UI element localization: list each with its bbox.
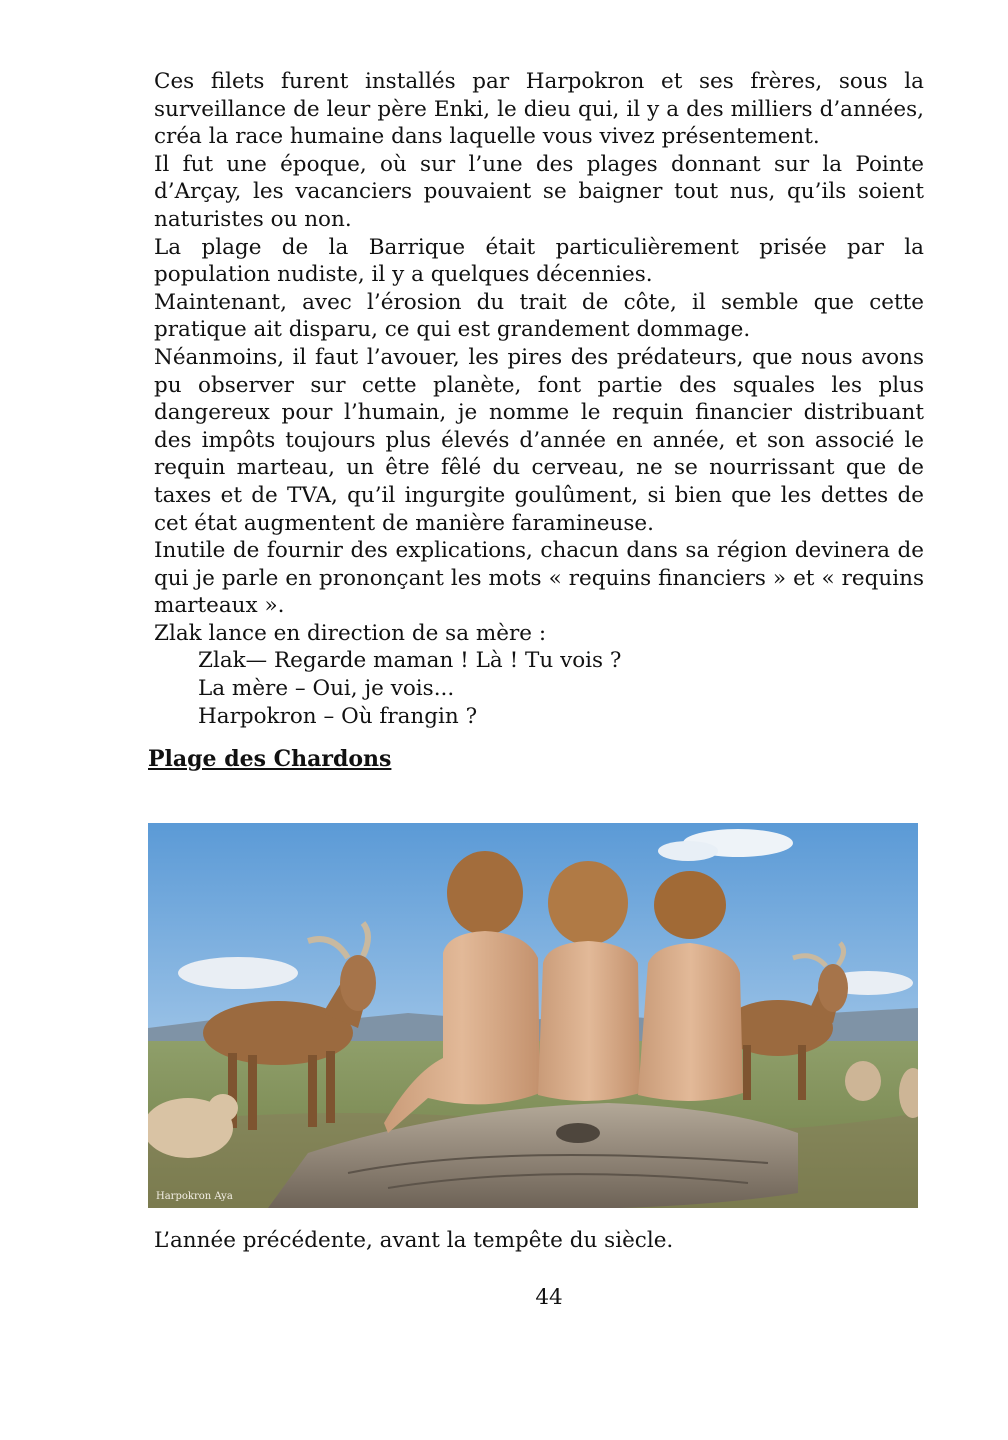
dialogue-line-harpokron: Harpokron – Où frangin ? [198,703,478,729]
paragraph-2: Il fut une époque, où sur l’une des plages donnant sur la Pointe d’Arçay, les vacanciers pouvaient se baigner tout nus, qu’ils soient naturistes ou non. [154,151,924,232]
section-heading: Plage des Chardons [148,746,392,772]
body-text [154,68,924,730]
paragraph-6: Inutile de fournir des explications, chacun dans sa région devinera de qui je parle en prononçant les mots « requins financiers » et « requins marteaux ». [154,538,924,619]
photo-credit: Harpokron Aya [156,1191,233,1202]
photo-scene [148,823,918,1208]
illustration-photo [148,823,918,1208]
page-number: 44 [535,1285,563,1310]
paragraph-3: La plage de la Barrique était particulièrement prisée par la population nudiste, il y a quelques décennies. [154,234,924,288]
dialogue-line-mother: La mère – Oui, je vois... [198,676,455,702]
paragraph-7: Zlak lance en direction de sa mère : [154,620,547,646]
dialogue-block [154,647,924,730]
dialogue-line-zlak: Zlak— Regarde maman ! Là ! Tu vois ? [198,648,622,674]
paragraph-5: Néanmoins, il faut l’avouer, les pires des prédateurs, que nous avons pu observer sur cette planète, font partie des squales les plus dangereux pour l’humain, je nomme le requin financier distribuant des impôts toujours plus élevés d’année en année, et son associé le requin marteau, un être fêlé du cerveau, ne se nourrissant que de taxes et de TVA, qu’il ingurgite goulûment, si bien que les dettes de cet état augmentent de manière faramineuse. [154,344,924,536]
paragraph-4: Maintenant, avec l’érosion du trait de côte, il semble que cette pratique ait disparu, ce qui est grandement dommage. [154,289,924,343]
paragraph-1: Ces filets furent installés par Harpokron et ses frères, sous la surveillance de leur père Enki, le dieu qui, il y a des milliers d’années, créa la race humaine dans laquelle vous vivez présentement. [154,69,924,150]
photo-caption: L’année précédente, avant la tempête du siècle. [154,1228,674,1253]
